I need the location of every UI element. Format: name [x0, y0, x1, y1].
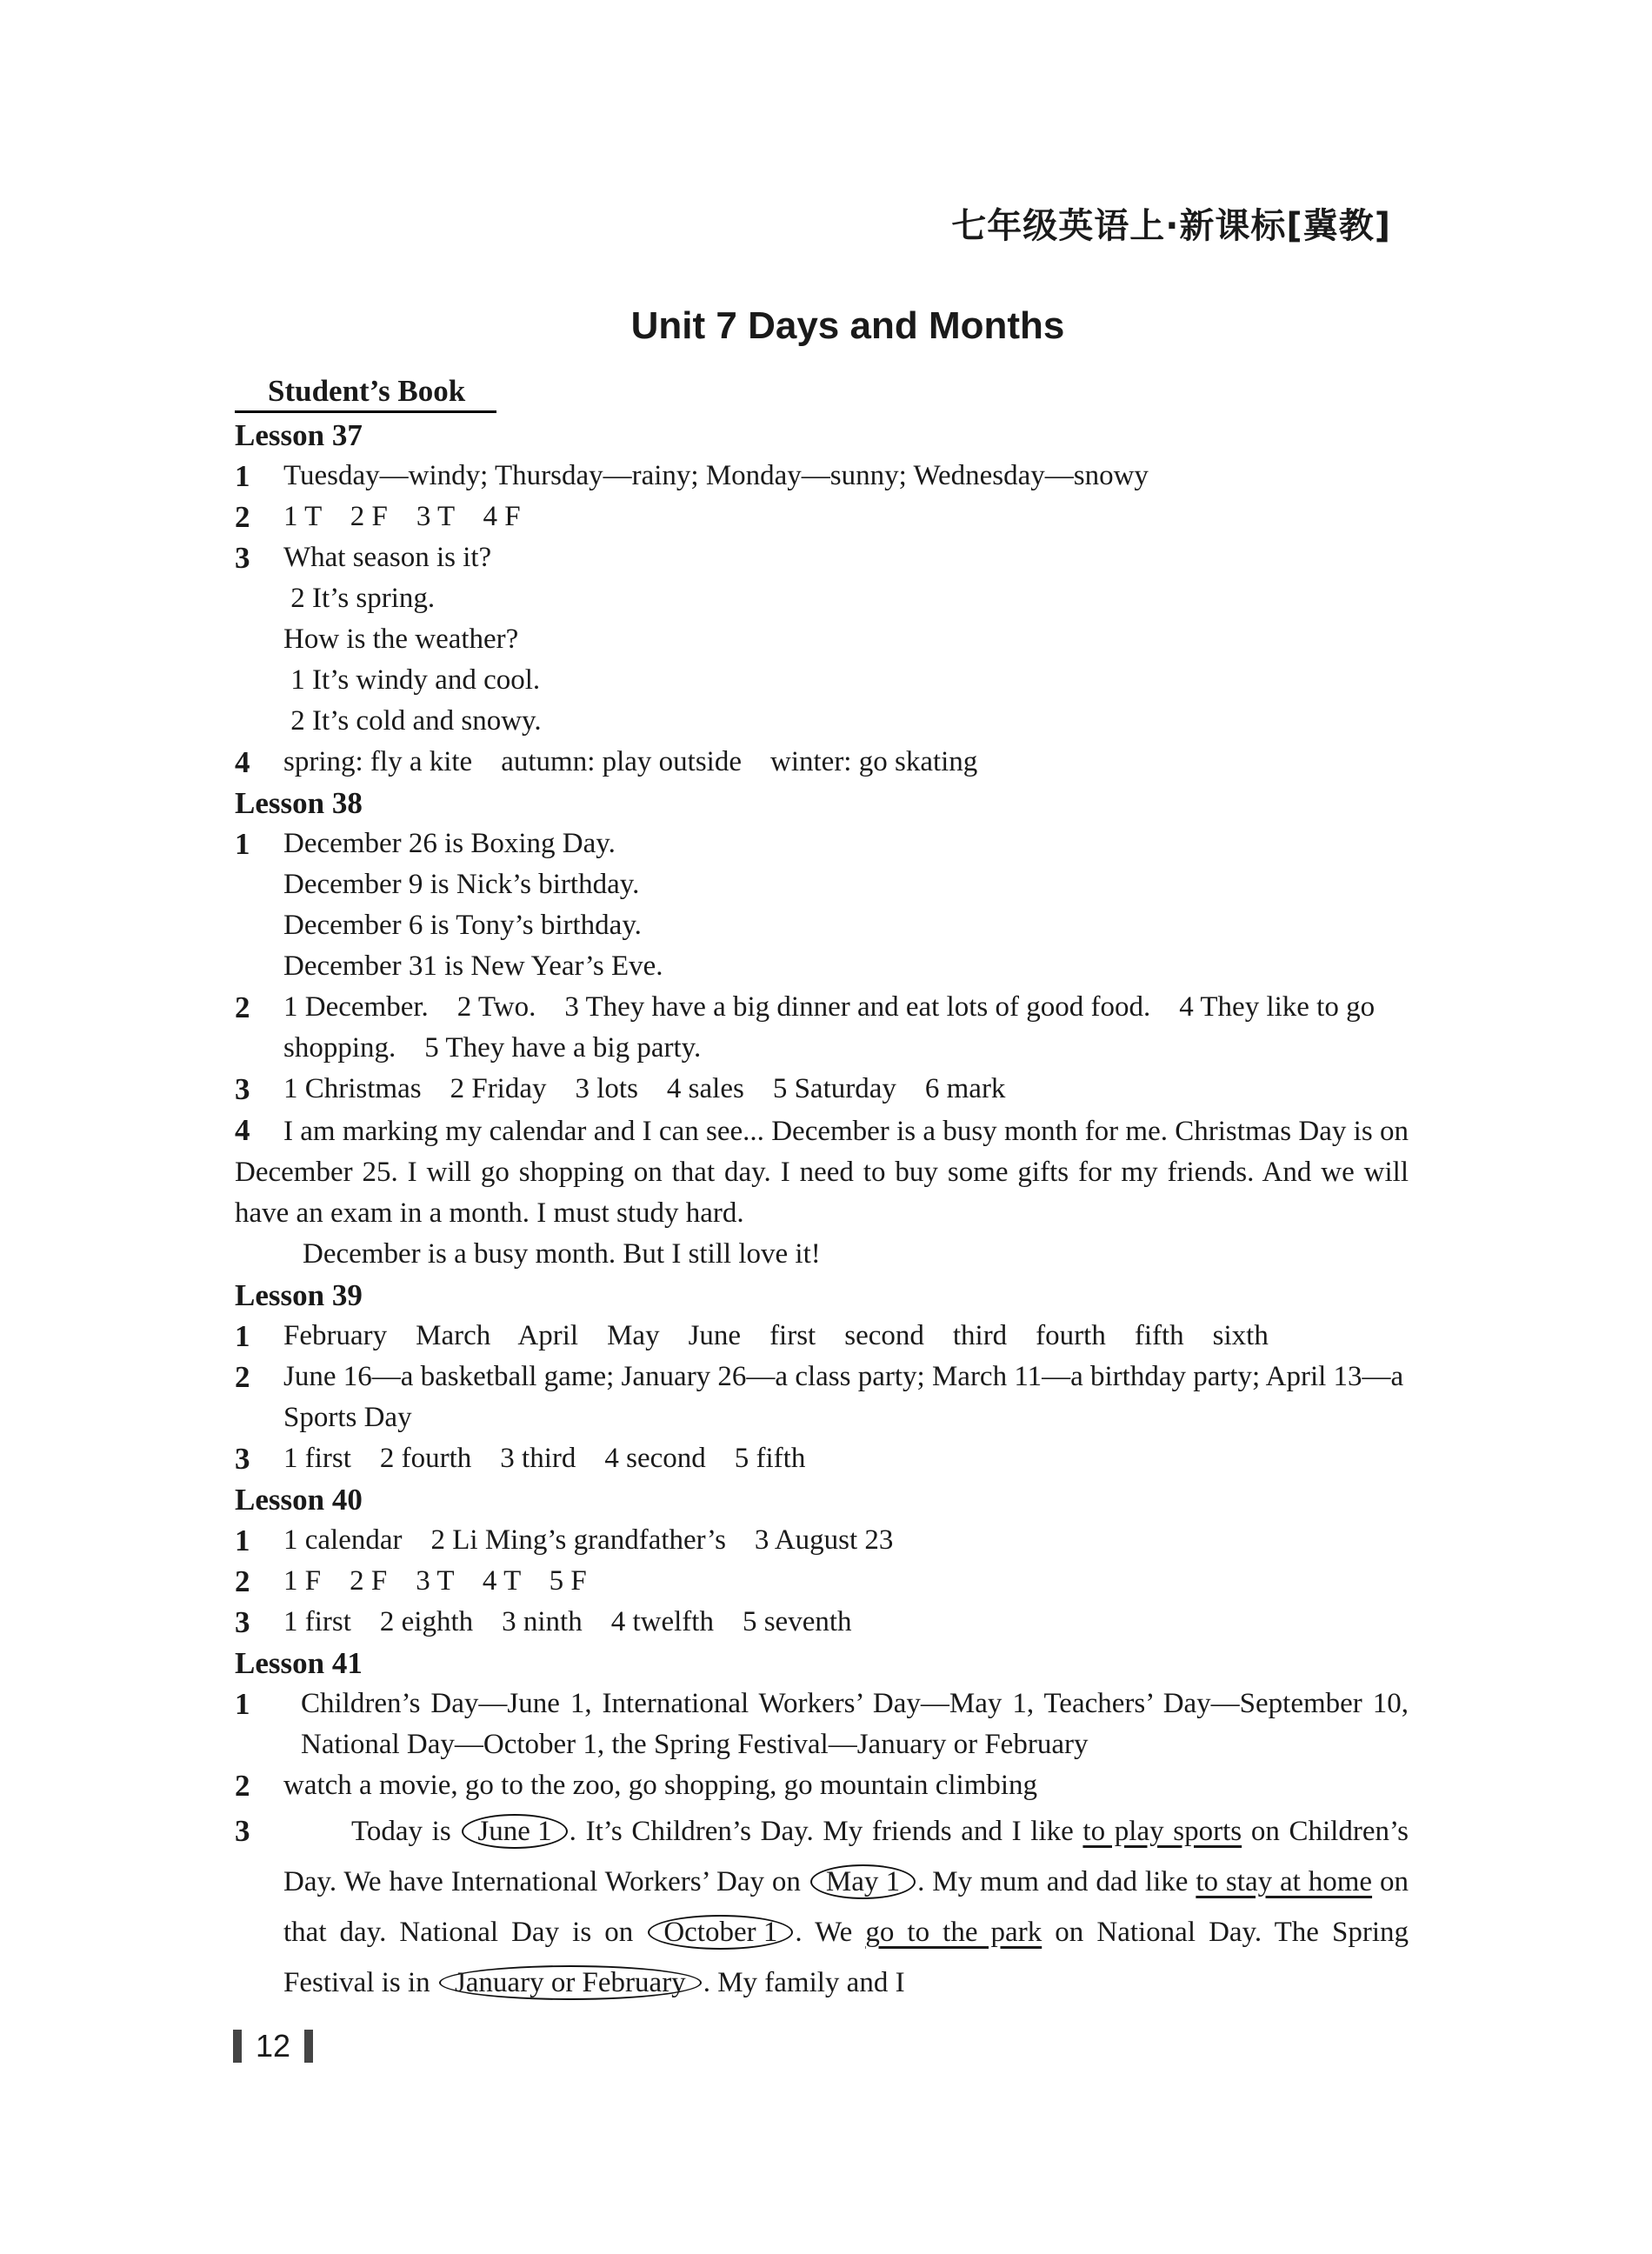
underlined-answer: to play sports	[1082, 1816, 1242, 1847]
answer-item	[235, 497, 1409, 537]
underlined-answer: to stay at home	[1196, 1866, 1373, 1897]
item-number: 3	[235, 1605, 250, 1639]
item-line: 2 It’s spring.	[283, 583, 436, 614]
answer-item	[235, 742, 1409, 783]
item-number: 2	[235, 1564, 250, 1598]
item-number: 1	[235, 459, 250, 493]
item-text: February March April May June first second third fourth fifth sixth	[283, 1320, 1269, 1351]
answer-item	[235, 1520, 1409, 1561]
item-text: December 26 is Boxing Day.	[283, 828, 616, 859]
item-number: 1	[235, 1319, 250, 1353]
item-line: How is the weather?	[283, 624, 519, 655]
item-number: 3	[235, 541, 250, 575]
item-text: 1 calendar 2 Li Ming’s grandfather’s 3 August 23	[283, 1524, 894, 1556]
lesson-title: Lesson 37	[235, 418, 363, 452]
item-line: December 9 is Nick’s birthday.	[283, 869, 640, 900]
page-marker-right	[304, 2030, 313, 2063]
passage-text: on National Day. The Spring Festival is in	[283, 1917, 1409, 1998]
answer-item	[235, 1438, 1409, 1479]
passage-text: . It’s Children’s Day. My friends and I like	[569, 1816, 1074, 1847]
passage-text: . We	[795, 1917, 853, 1948]
passage-text: Today is	[351, 1816, 451, 1847]
item-text: Children’s Day—June 1, International Workers’ Day—May 1, Teachers’ Day—September 10, National Day—October 1, the Spring Festival—January or February	[301, 1688, 1409, 1760]
lesson-title: Lesson 40	[235, 1483, 363, 1517]
item-number: 3	[235, 1072, 250, 1106]
item-number: 4	[235, 745, 250, 779]
item-line: December 6 is Tony’s birthday.	[283, 910, 642, 941]
page-number-block	[233, 2028, 313, 2064]
answer-item	[235, 1316, 1409, 1357]
passage-text: . My mum and dad like	[917, 1866, 1189, 1897]
item-text: 1 Christmas 2 Friday 3 lots 4 sales 5 Saturday 6 mark	[283, 1073, 1006, 1104]
item-text: 1 T 2 F 3 T 4 F	[283, 501, 521, 532]
answer-item	[235, 456, 1409, 497]
underlined-answer: go to the park	[865, 1917, 1042, 1948]
item-number: 2	[235, 1360, 250, 1394]
answer-item	[235, 824, 1409, 864]
circled-answer: January or February	[439, 1965, 702, 2000]
item-number: 3	[235, 1814, 250, 1848]
item-number: 1	[235, 827, 250, 861]
item-text: Tuesday—windy; Thursday—rainy; Monday—sunny; Wednesday—snowy	[283, 460, 1149, 491]
item-number: 1	[235, 1524, 250, 1557]
paragraph-text: I am marking my calendar and I can see... December is a busy month for me. Christmas Day is on December 25. I will go shopping on that day. I need to buy some gifts for my friends. And we will have an exam in a month. I must study hard.	[235, 1116, 1409, 1229]
answer-item	[235, 1765, 1409, 1806]
section-label: Student’s Book	[235, 374, 496, 413]
answer-content	[235, 374, 1409, 2008]
lesson-title: Lesson 39	[235, 1278, 363, 1312]
item-text: What season is it?	[283, 542, 492, 573]
answer-item	[235, 1069, 1409, 1110]
item-line: 1 It’s windy and cool.	[283, 664, 541, 696]
passage-text: . My family and I	[703, 1967, 905, 1998]
passage-text: on Children’s Day. We have International Workers’ Day on	[283, 1816, 1409, 1897]
lesson-title: Lesson 38	[235, 786, 363, 820]
item-number: 2	[235, 500, 250, 534]
item-text: 1 F 2 F 3 T 4 T 5 F	[283, 1565, 587, 1597]
item-text: June 16—a basketball game; January 26—a class party; March 11—a birthday party; April 13—a Sports Day	[283, 1361, 1404, 1433]
item-text: 1 first 2 eighth 3 ninth 4 twelfth 5 seventh	[283, 1606, 852, 1637]
answer-item	[235, 1602, 1409, 1643]
circled-answer: June 1	[462, 1814, 567, 1849]
item-text: spring: fly a kite autumn: play outside winter: go skating	[283, 746, 978, 777]
item-number: 2	[235, 990, 250, 1024]
unit-title: Unit 7 Days and Months	[630, 304, 1065, 347]
book-header: 七年级英语上·新课标[冀教]	[951, 206, 1391, 246]
item-number: 2	[235, 1769, 250, 1803]
answer-item	[235, 1357, 1409, 1438]
passage-text: on that day. National Day is on	[283, 1866, 1409, 1948]
page-number: 12	[256, 2028, 291, 2064]
item-text: 1 first 2 fourth 3 third 4 second 5 fifth	[283, 1443, 806, 1474]
answer-item	[235, 537, 1409, 578]
answer-item	[235, 987, 1409, 1069]
fill-in-passage	[235, 1806, 1409, 2008]
answer-item	[235, 1684, 1409, 1765]
lesson-title: Lesson 41	[235, 1646, 363, 1680]
circled-answer: October 1	[648, 1915, 793, 1950]
item-text: 1 December. 2 Two. 3 They have a big dinner and eat lots of good food. 4 They like to go shopping. 5 They have a big party.	[283, 991, 1382, 1064]
item-number: 3	[235, 1442, 250, 1476]
item-text: watch a movie, go to the zoo, go shopping, go mountain climbing	[283, 1770, 1038, 1801]
item-line: 2 It’s cold and snowy.	[283, 705, 542, 737]
circled-answer: May 1	[810, 1864, 916, 1899]
answer-paragraph	[235, 1110, 1409, 1234]
item-line: December 31 is New Year’s Eve.	[283, 950, 663, 982]
item-number: 4	[235, 1113, 250, 1147]
item-number: 1	[235, 1687, 250, 1721]
page-marker-left	[233, 2030, 242, 2063]
paragraph-line: December is a busy month. But I still love it!	[303, 1238, 821, 1270]
answer-item	[235, 1561, 1409, 1602]
